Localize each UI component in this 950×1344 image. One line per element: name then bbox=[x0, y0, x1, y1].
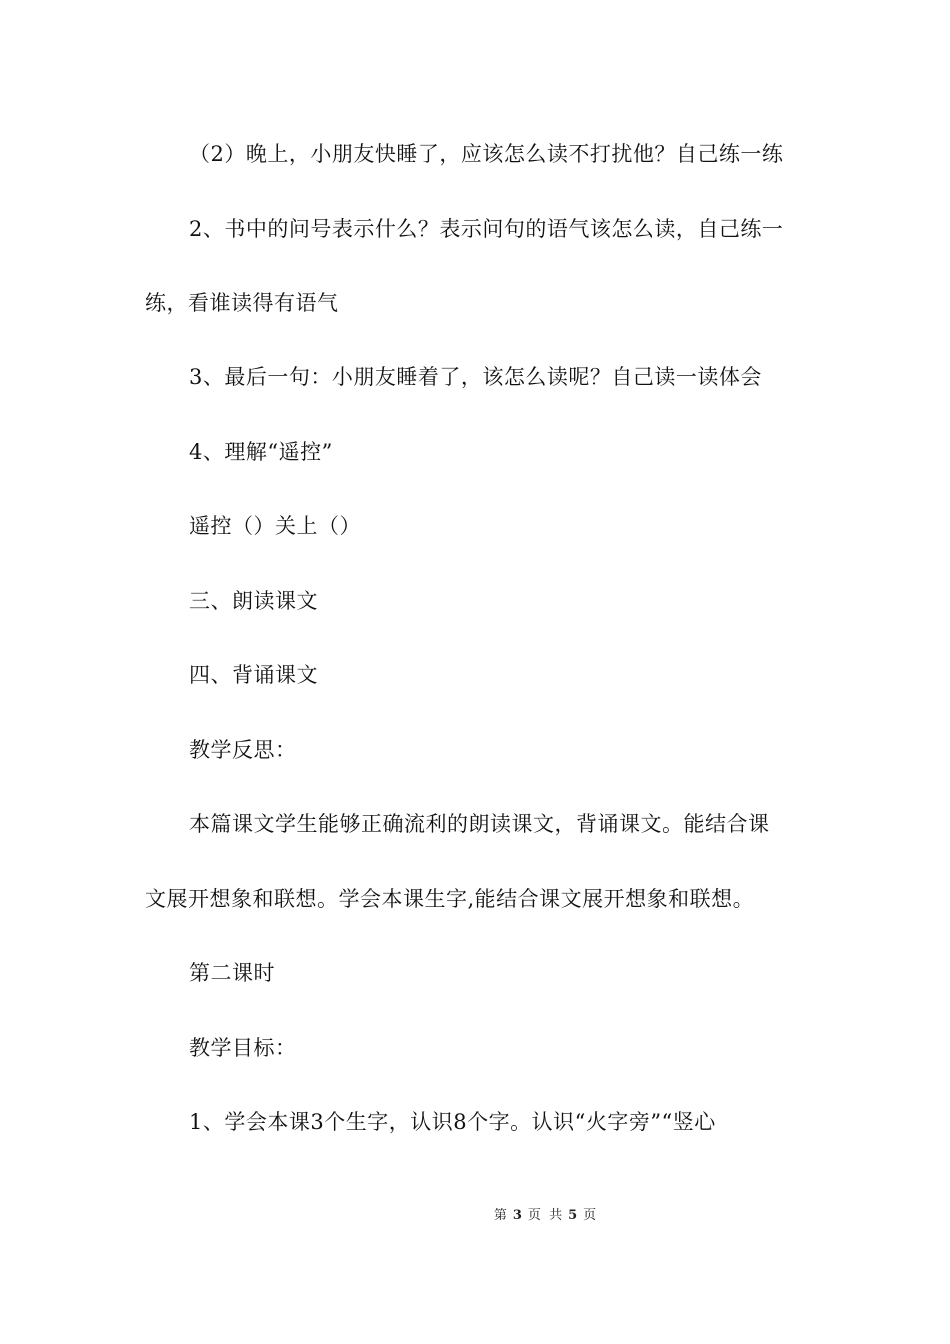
section-heading-read: 三、朗读课文 bbox=[189, 589, 318, 613]
paragraph-line-11: 文展开想象和联想。学会本课生字,能结合课文展开想象和联想。 bbox=[145, 887, 755, 911]
footer-total-pages: 5 bbox=[568, 1208, 578, 1223]
paragraph-line-3: 练，看谁读得有语气 bbox=[145, 291, 339, 315]
footer-suffix: 页 bbox=[583, 1208, 597, 1223]
paragraph-line-5: 4、理解“遥控” bbox=[189, 440, 333, 464]
paragraph-line-2: 2、书中的问号表示什么？表示问句的语气该怎么读，自己练一 bbox=[189, 217, 784, 241]
paragraph-line-14: 1、学会本课3个生字，认识8个字。认识“火字旁”“竖心 bbox=[189, 1110, 716, 1134]
section-heading-recite: 四、背诵课文 bbox=[189, 663, 318, 687]
section-heading-objectives: 教学目标： bbox=[189, 1036, 297, 1060]
section-heading-reflection: 教学反思： bbox=[189, 738, 297, 762]
section-heading-second-lesson: 第二课时 bbox=[189, 961, 275, 985]
paragraph-line-6: 遥控（）关上（） bbox=[189, 514, 361, 538]
footer-current-page: 3 bbox=[512, 1208, 522, 1223]
paragraph-line-4: 3、最后一句：小朋友睡着了，该怎么读呢？自己读一读体会 bbox=[189, 365, 762, 389]
footer-total-word: 共 bbox=[549, 1208, 563, 1223]
footer-prefix: 第 bbox=[493, 1208, 507, 1223]
paragraph-line-1: （2）晚上，小朋友快睡了，应该怎么读不打扰他？自己练一练 bbox=[189, 142, 784, 166]
page-footer bbox=[0, 1208, 950, 1224]
paragraph-line-10: 本篇课文学生能够正确流利的朗读课文，背诵课文。能结合课 bbox=[189, 812, 770, 836]
footer-page-word: 页 bbox=[527, 1208, 541, 1223]
